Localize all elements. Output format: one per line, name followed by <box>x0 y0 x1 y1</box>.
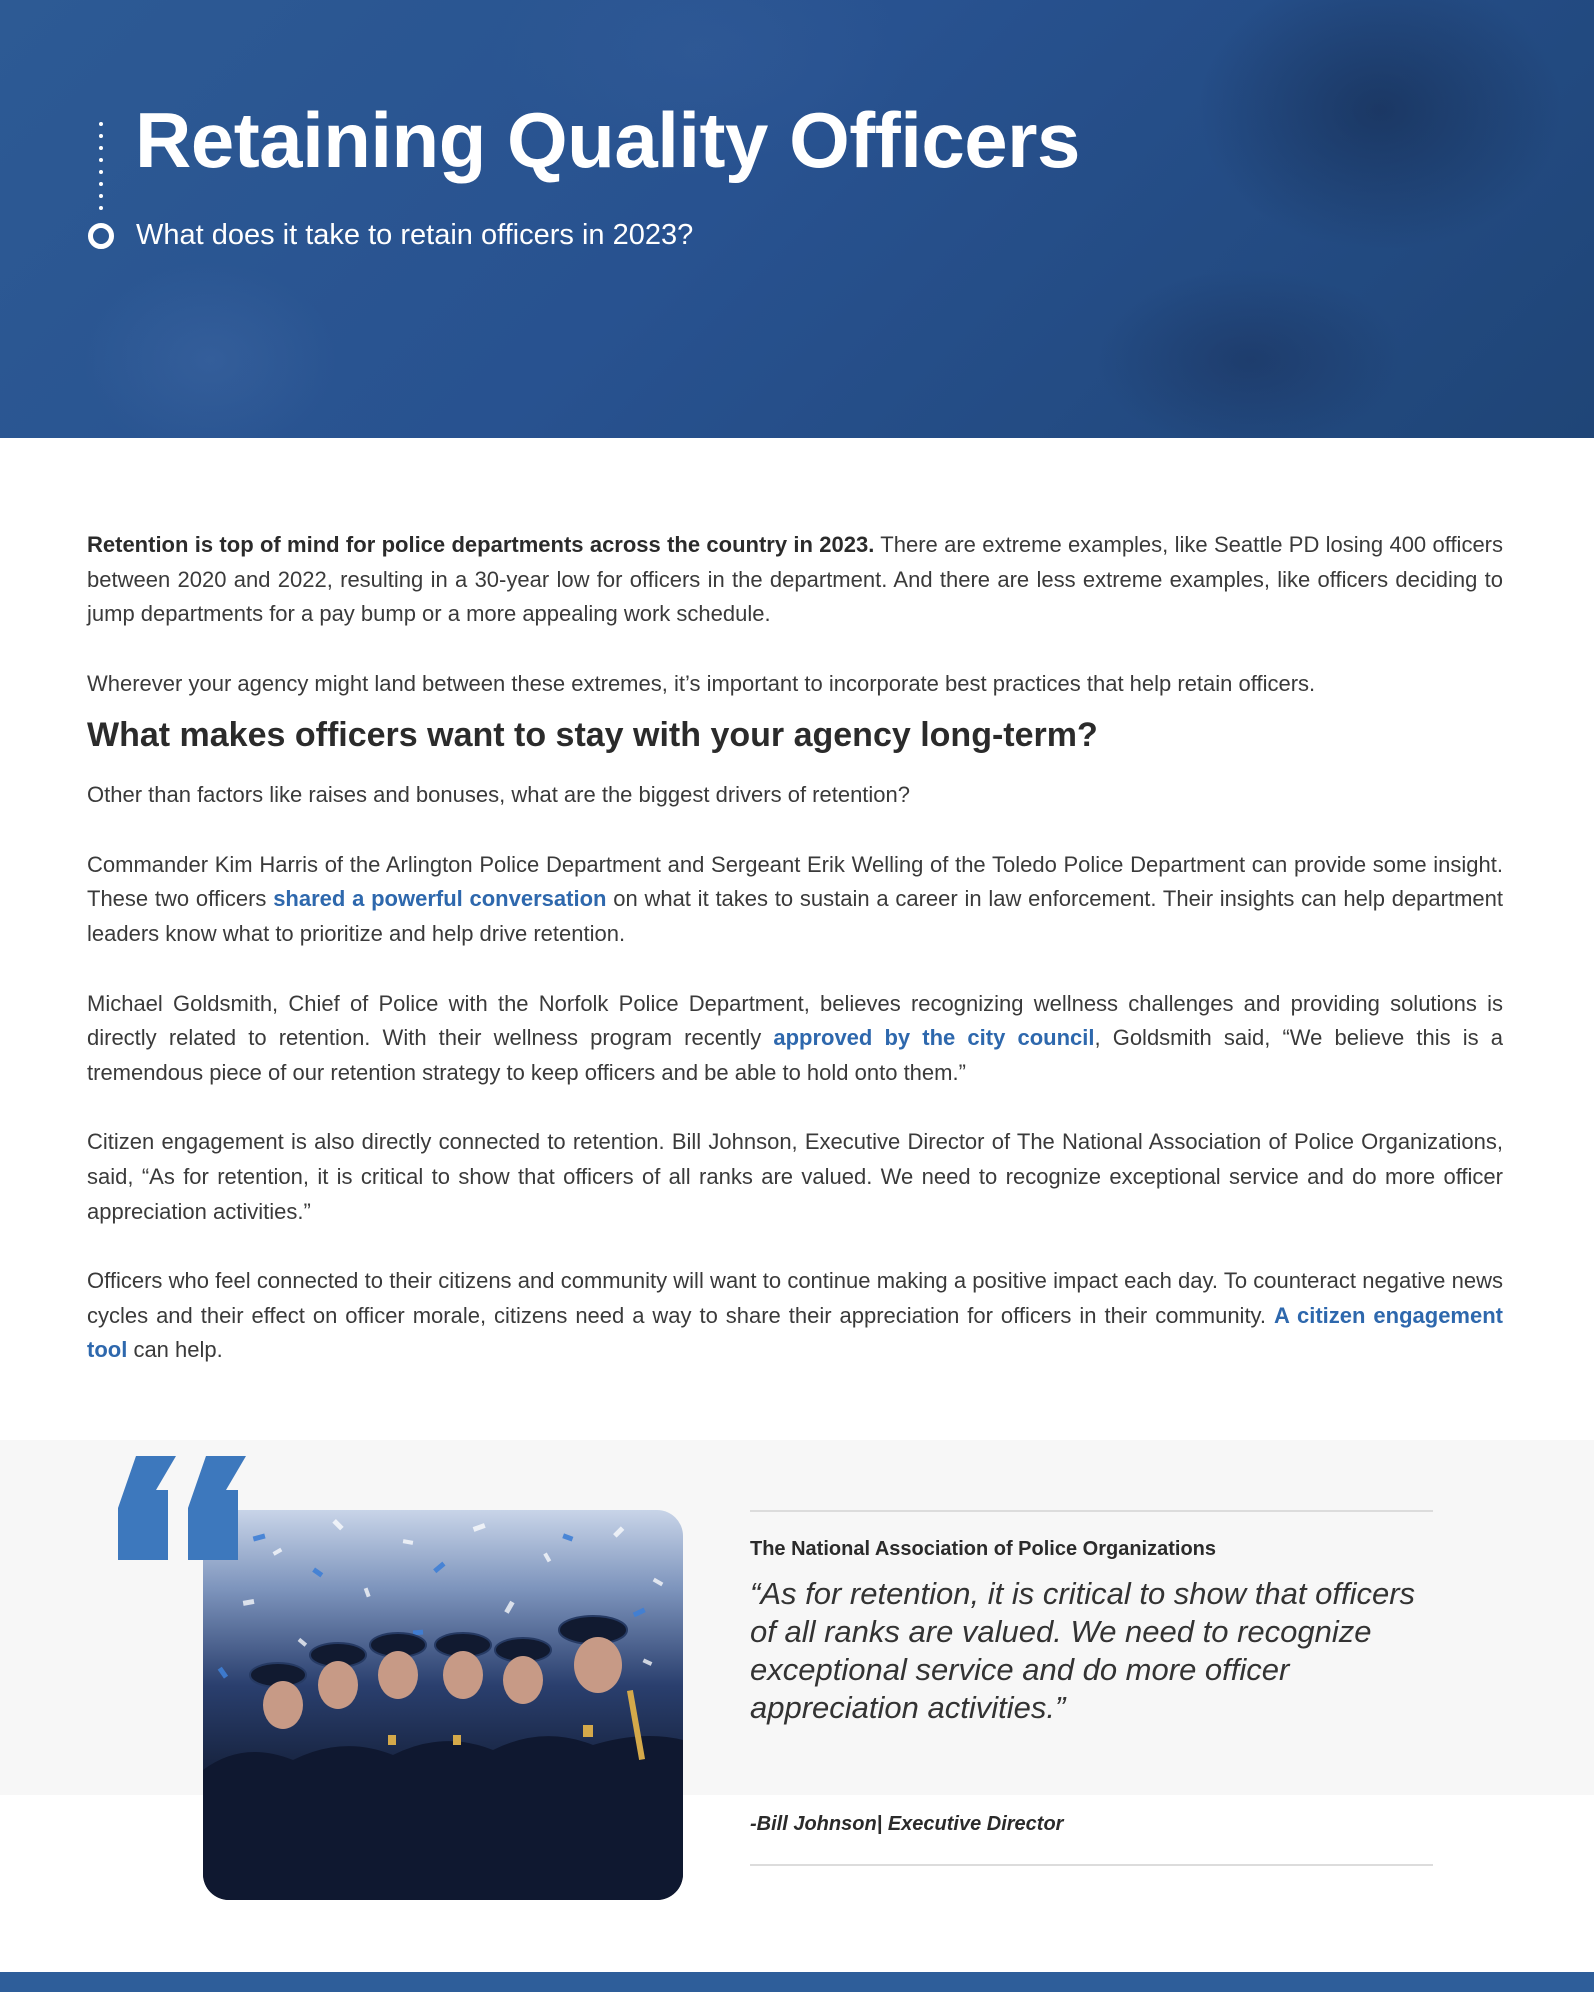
quote-text: “As for retention, it is critical to show that officers of all ranks are valued. We need to recognize exceptional service and do more officer appreciation activities.” <box>750 1576 1416 1725</box>
quote-mark-icon <box>112 1456 252 1560</box>
paragraph-drivers: Other than factors like raises and bonuses, what are the biggest drivers of retention? <box>87 782 911 808</box>
paragraph-text: on what it takes to sustain a career in law enforcement. Their insights can help department leaders know what to prioritize and help drive retention. <box>87 886 1504 946</box>
link-shared-conversation[interactable]: shared a powerful conversation <box>273 886 607 912</box>
quote-organization: The National Association of Police Organizations <box>750 1538 1216 1560</box>
timeline-ring-icon <box>88 223 114 249</box>
paragraph-text: Michael Goldsmith, Chief of Police with the Norfolk Police Department, believes recognizing wellness challenges and providing solutions is directly related to retention. With their wellness program recently <box>87 990 1503 1051</box>
link-citizen-engagement-tool[interactable]: A citizen engagement tool <box>87 1302 1503 1363</box>
quote-attribution: -Bill Johnson| Executive Director <box>750 1813 1064 1835</box>
section-heading: What makes officers want to stay with your agency long-term? <box>87 716 1098 755</box>
link-city-council[interactable]: approved by the city council <box>773 1025 1095 1051</box>
divider-top <box>750 1510 1433 1512</box>
intro-text: There are extreme examples, like Seattle PD losing 400 officers between 2020 and 2022, resulting in a 30-year low for officers in the department. And there are less extreme examples, like officers deciding to jump departments for a pay bump or a more appealing work schedule. <box>87 532 1504 627</box>
paragraph-harris-welling <box>87 848 1503 952</box>
paragraph-citizen-engagement: Citizen engagement is also directly connected to retention. Bill Johnson, Executive Director of The National Association of Police Organizations, said, “As for retention, it is critical to show that officers of all ranks are valued. We need to recognize exceptional service and do more officer appreciation activities.” <box>87 1129 1503 1224</box>
paragraph-goldsmith <box>87 987 1503 1091</box>
paragraph-officers-connected <box>87 1264 1503 1368</box>
intro-paragraph <box>87 528 1503 632</box>
page-subtitle: What does it take to retain officers in 2023? <box>136 219 694 251</box>
timeline-dots-decoration <box>98 122 104 218</box>
paragraph-text: Commander Kim Harris of the Arlington Police Department and Sergeant Erik Welling of the Toledo Police Department can provide some insight. These two officers <box>87 851 1503 912</box>
officers-celebration-photo <box>203 1510 683 1900</box>
photo-illustration <box>203 1510 683 1900</box>
hero-banner <box>0 0 1594 438</box>
paragraph-text: Officers who feel connected to their citizens and community will want to continue making a positive impact each day. To counteract negative news cycles and their effect on officer morale, citizens need a way to share their appreciation for officers in their community. <box>87 1268 1503 1328</box>
intro-bold-text: Retention is top of mind for police departments across the country in 2023. <box>87 532 875 557</box>
pull-quote <box>750 1510 1433 1866</box>
paragraph-text: , Goldsmith said, “We believe this is a tremendous piece of our retention strategy to keep officers and be able to hold onto them.” <box>87 1025 1503 1085</box>
page-title: Retaining Quality Officers <box>135 96 1080 184</box>
paragraph-agency-extremes: Wherever your agency might land between these extremes, it’s important to incorporate best practices that help retain officers. <box>87 670 1316 696</box>
divider-bottom <box>750 1864 1433 1866</box>
paragraph-text: can help. <box>127 1337 223 1363</box>
footer-bar <box>0 1972 1594 1992</box>
article-body <box>87 528 1503 1403</box>
